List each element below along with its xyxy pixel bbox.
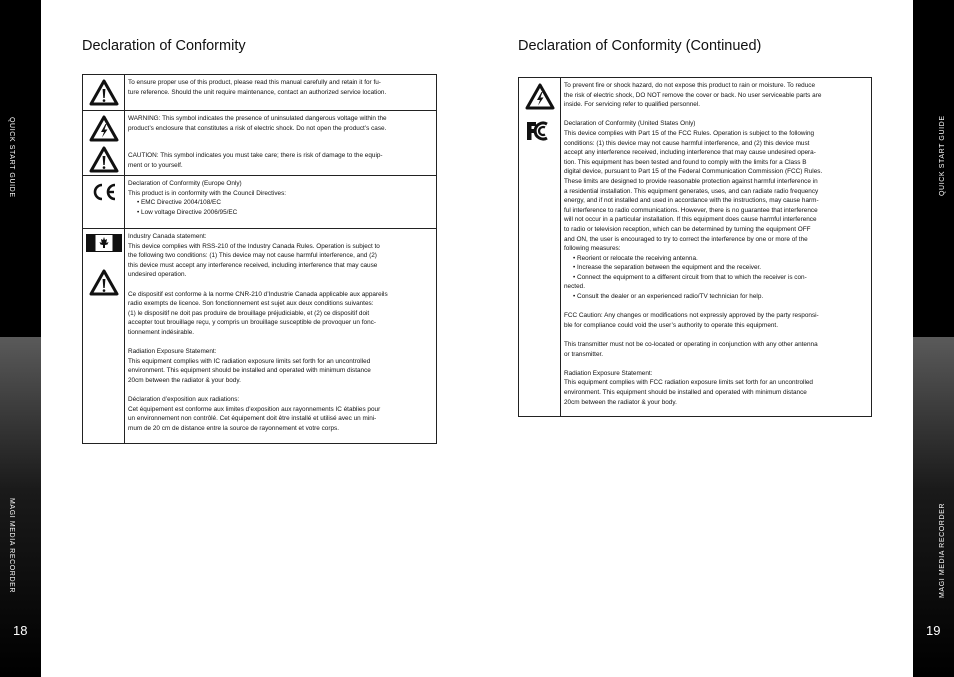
lightning-triangle-icon	[525, 83, 555, 110]
page-number-left: 18	[13, 623, 28, 638]
warning-triangle-icon	[89, 79, 119, 106]
page-title-left: Declaration of Conformity	[82, 38, 246, 54]
fcc-caution: FCC Caution: Any changes or modifications not expressly approved by the party responsi- ble for compliance could void the user’s authority to operate this equipment.	[564, 312, 819, 329]
warning-triangle-icon	[89, 269, 119, 296]
page-title-right: Declaration of Conformity (Continued)	[518, 38, 762, 54]
table-row	[519, 78, 872, 417]
declaration-table-left	[82, 74, 437, 444]
exclamation-triangle-icon	[89, 146, 119, 173]
usage-notice: To ensure proper use of this product, please read this manual carefully and retain it for fu- ture reference. Should the unit require maintenance, contact an authorized service location.	[128, 79, 387, 96]
fcc-logo-icon	[525, 119, 555, 143]
colocation-notice: This transmitter must not be co-located or operating in conjunction with any other antenna or transmitter.	[564, 341, 818, 358]
industry-canada-statement: Industry Canada statement: This device complies with RSS-210 of the Industry Canada Rules. Operation is subject to the following two conditions: (1) This device may not cause harmful interference, and (2) this device must accept any interference received, including interference that may cause undesired operation.	[128, 233, 380, 279]
right-edge-band	[913, 0, 954, 677]
left-side-guide-label: QUICK START GUIDE	[8, 117, 15, 198]
lightning-triangle-icon	[89, 115, 119, 142]
fire-shock-warning: To prevent fire or shock hazard, do not expose this product to rain or moisture. To reduce the risk of electric shock, DO NOT remove the cover or back. No user serviceable parts are inside. For servicing refer to qualified personnel.	[564, 82, 822, 109]
table-row	[83, 111, 437, 176]
canada-flag-icon	[86, 234, 122, 252]
table-row	[83, 176, 437, 229]
table-row	[83, 229, 437, 444]
ce-mark-icon	[90, 182, 118, 202]
page-number-right: 19	[926, 623, 941, 638]
ic-radiation-statement-french: Déclaration d’exposition aux radiations: Cet équipement est conforme aux limites d’exposition aux rayonnements IC établies pour un environnement non contrôlé. Cet équipement doit être installé et utilisé avec un mini- mum de 20 cm de distance entre la source de rayonnement et votre corps.	[128, 396, 381, 432]
warning-symbol-text: WARNING: This symbol indicates the presence of uninsulated dangerous voltage within the product’s enclosure that constitutes a risk of electric shock. Do not open the product’s case.	[128, 115, 387, 132]
left-side-product-label: MAGI MEDIA RECORDER	[8, 498, 15, 594]
caution-symbol-text: CAUTION: This symbol indicates you must take care; there is risk of damage to the equip- ment or to yourself.	[128, 152, 383, 169]
fcc-radiation-statement: Radiation Exposure Statement: This equipment complies with FCC radiation exposure limits set forth for an uncontrolled environment. This equipment should be installed and operated with minimum distance 20cm between the radiator & your body.	[564, 369, 813, 406]
declaration-table-right	[518, 77, 872, 417]
right-side-guide-label: QUICK START GUIDE	[939, 115, 946, 196]
europe-conformity-text: Declaration of Conformity (Europe Only) This product is in conformity with the Council Directives: • EMC Directive 2004/108/EC • Low voltage Directive 2006/95/EC	[128, 180, 287, 216]
ic-radiation-statement: Radiation Exposure Statement: This equipment complies with IC radiation exposure limits set forth for an uncontrolled environment. This equipment should be installed and operated with minimum distance 20cm between the radiator & your body.	[128, 348, 371, 384]
fcc-declaration: Declaration of Conformity (United States Only) This device complies with Part 15 of the FCC Rules. Operation is subject to the following conditions: (1) this device may not cause harmful interference, and (2) this device must accept any interference received, including interference that may cause undesired opera- tion. This equipment has been tested and found to comply with the limits for a Class B digital device, pursuant to Part 15 of the Federal Communication Commission (FCC) Rules. These limits are designed to provide reasonable protection against harmful interference in a residential installation. This equipment generates, uses, and can radiate radio frequency energy, and if not installed and used in accordance with the instructions, may cause harm- ful interference to radio communications. However, there is no guarantee that interference will not occur in a particular installation. If this equipment does cause harmful interference to radio or television reception, which can be determined by turning the equipment OFF and ON, the user is encouraged to try to correct the interference by one or more of the following measures: • Reorient or relocate the receiving antenna. • Increase the separation between the equipment and the receiver. • Connect the equipment to a different circuit from that to which the receiver is con- nected. • Consult the dealer or an experienced radio/TV technician for help.	[564, 120, 823, 301]
industry-canada-statement-french: Ce dispositif est conforme à la norme CNR-210 d’Industrie Canada applicable aux appareils radio exempts de licence. Son fonctionnement est sujet aux deux conditions suivantes: (1) le dispositif ne doit pas produire de brouillage préjudiciable, et (2) ce dispositif doit accepter tout brouillage reçu, y compris un brouillage susceptible de provoquer un fonc- tionnement indésirable.	[128, 290, 388, 336]
left-edge-band	[0, 0, 41, 677]
right-side-product-label: MAGI MEDIA RECORDER	[939, 502, 946, 598]
table-row	[83, 75, 437, 111]
